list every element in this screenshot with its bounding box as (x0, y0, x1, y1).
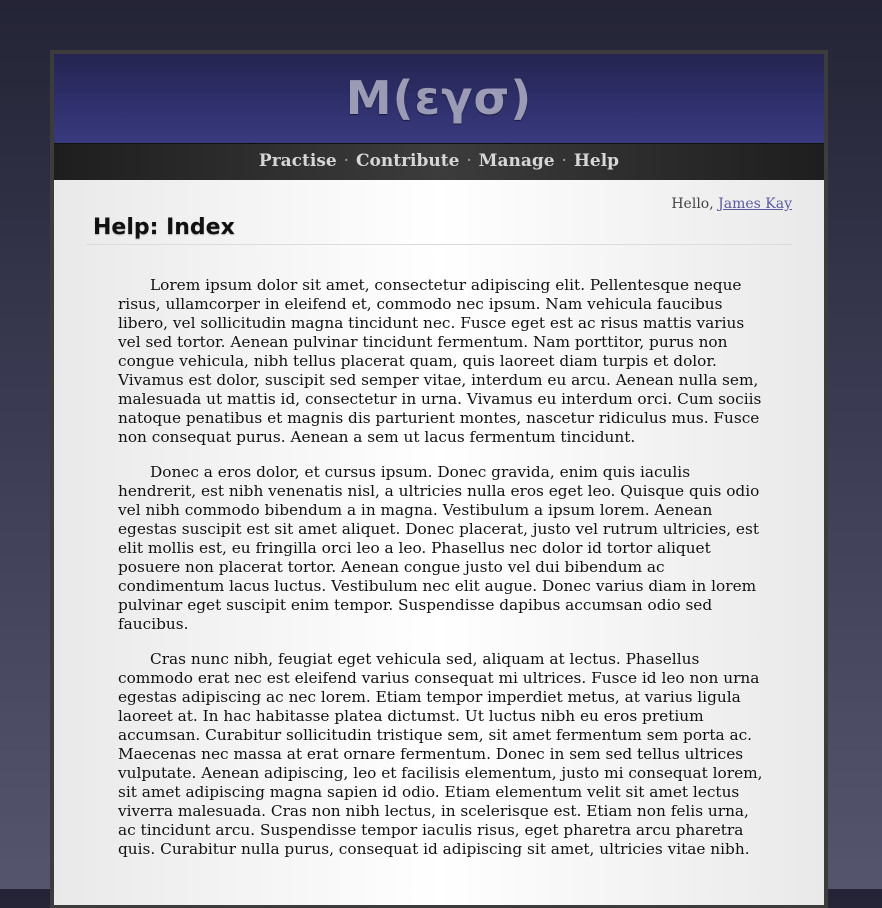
main-nav (54, 143, 824, 180)
body-paragraph: Lorem ipsum dolor sit amet, consectetur adipiscing elit. Pellentesque neque risus, ullamcorper in eleifend et, commodo nec ipsum. Nam vehicula faucibus libero, vel sollicitudin magna tincidunt nec. Fusce eget est ac risus mattis varius vel sed tortor. Aenean pulvinar tincidunt fermentum. Nam porttitor, purus non congue vehicula, nibh tellus placerat quam, quis laoreet diam turpis et dolor. Vivamus est dolor, suscipit sed semper vitae, interdum eu arcu. Aenean nulla sem, malesuada ut mattis id, consectetur in urna. Vivamus eu interdum orci. Cum sociis natoque penatibus et magnis dis parturient montes, nascetur ridiculus mus. Fusce non consequat purus. Aenean a sem ut lacus fermentum tincidunt. (118, 276, 762, 446)
page-frame (50, 50, 828, 908)
body-paragraph: Donec a eros dolor, et cursus ipsum. Donec gravida, enim quis iaculis hendrerit, est nibh venenatis nisl, a ultricies nulla eros eget leo. Quisque quis odio vel nibh commodo bibendum a in magna. Vestibulum a ipsum lorem. Aenean egestas suscipit est sit amet aliquet. Donec placerat, justo vel rutrum ultricies, est elit mollis est, eu fringilla orci leo a leo. Phasellus nec dolor id tortor aliquet posuere non placerat tortor. Aenean congue justo vel dui bibendum ac condimentum lacus luctus. Vestibulum nec elit augue. Donec varius diam in lorem pulvinar eget suscipit enim tempor. Suspendisse dapibus accumsan odio sed faucibus. (118, 463, 760, 633)
nav-separator: · (343, 151, 350, 171)
greeting-text: Hello, (671, 196, 714, 212)
nav-separator: · (466, 151, 472, 171)
nav-item-practise[interactable]: Practise (258, 151, 337, 171)
user-profile-link[interactable]: James Kay (718, 196, 792, 212)
nav-separator: · (561, 151, 567, 171)
site-title[interactable]: M(εγσ) (345, 71, 533, 125)
page-heading (86, 214, 792, 245)
nav-item-contribute[interactable]: Contribute (355, 151, 460, 171)
nav-item-help[interactable]: Help (573, 151, 620, 171)
help-body (118, 276, 764, 875)
body-paragraph: Cras nunc nibh, feugiat eget vehicula sed, aliquam at lectus. Phasellus commodo erat nec est eleifend varius consequat mi ultrices. Fusce id leo non urna egestas adipiscing ac nec lorem. Etiam tempor imperdiet metus, at varius ligula laoreet at. In hac habitasse platea dictumst. Ut luctus nibh eu eros pretium accumsan. Curabitur sollicitudin tristique sem, sit amet fermentum sem porta ac. Maecenas nec massa at erat ornare fermentum. Donec in sem sed tellus ultrices vulputate. Aenean adipiscing, leo et facilisis elementum, justo mi consequat lorem, sit amet adipiscing magna sapien id odio. Etiam elementum velit sit amet lectus viverra malesuada. Cras non nibh lectus, in scelerisque est. Etiam non felis urna, ac tincidunt arcu. Suspendisse tempor iaculis risus, eget pharetra arcu pharetra quis. Curabitur nulla purus, consequat id adipiscing sit amet, ultricies vitae nibh. (118, 650, 763, 858)
page-title: Help: Index (93, 215, 235, 240)
user-greeting (671, 196, 792, 212)
site-banner (54, 54, 824, 143)
nav-item-manage[interactable]: Manage (478, 151, 555, 171)
main-content (54, 180, 824, 905)
